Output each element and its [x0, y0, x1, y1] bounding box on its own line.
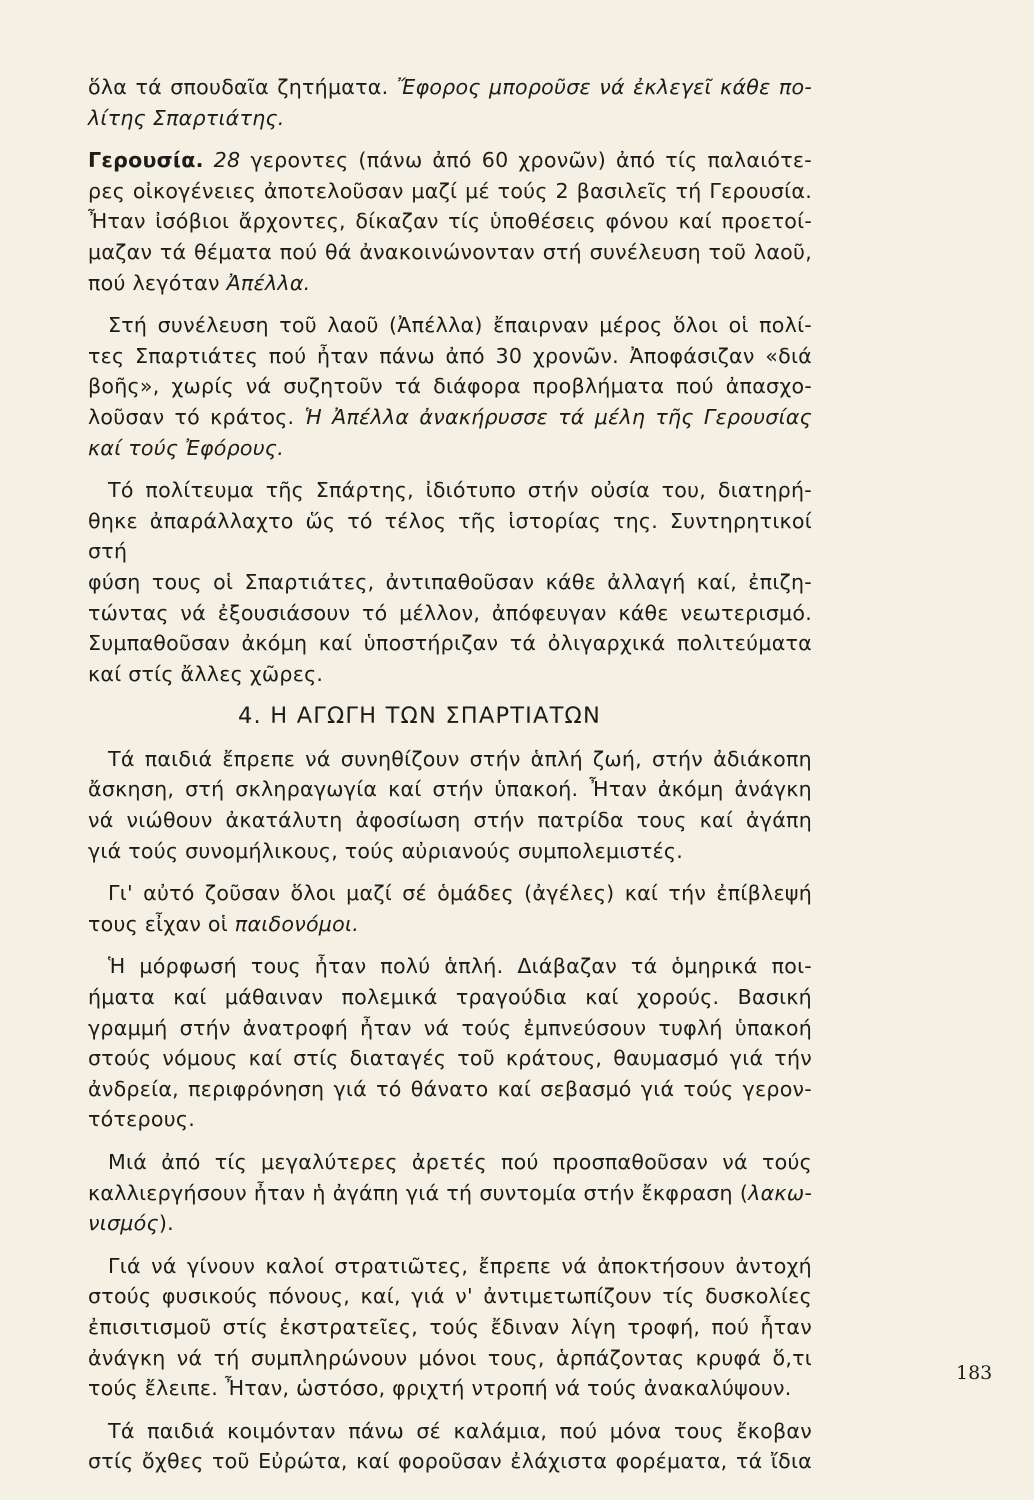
text-line: Μιά ἀπό τίς μεγαλύτερες ἀρετές πού προσπαθοῦσαν νά τούς [108, 1150, 812, 1174]
text-line: φύση τους οἱ Σπαρτιάτες, ἀντιπαθοῦσαν κάθε ἀλλαγή καί, ἐπιζη- [88, 569, 812, 594]
text-run: πού λεγόταν [88, 270, 227, 295]
italic-run: Ἀπέλλα. [226, 270, 311, 295]
text-line: Τά παιδιά κοιμόνταν πάνω σέ καλάμια, πού μόνα τους ἔκοβαν [108, 1418, 812, 1443]
text-line: καί στίς ἄλλες χῶρες. [88, 661, 324, 686]
italic-run: λακω- [748, 1180, 812, 1205]
text-line: Γι' αὐτό ζοῦσαν ὅλοι μαζί σέ ὁμάδες (ἀγέλες) καί τήν ἐπίβλεψή [108, 881, 812, 906]
italic-run: Ἡ Ἀπέλλα ἀνακήρυσσε τά μέλη τῆς Γερουσίας [304, 404, 812, 429]
text-run: γεροντες (πάνω ἀπό 60 χρονῶν) ἀπό τίς παλαιότε- [240, 148, 812, 173]
text-line: βοῆς», χωρίς νά συζητοῦν τά διάφορα προβλήματα πού ἀπασχο- [88, 374, 812, 399]
text-line: Συμπαθοῦσαν ἀκόμη καί ὑποστήριζαν τά ὀλιγαρχικά πολιτεύματα [88, 631, 812, 656]
italic-run: νισμός [88, 1211, 159, 1236]
text-line: Τό πολίτευμα τῆς Σπάρτης, ἰδιότυπο στήν οὐσία του, διατηρή- [108, 478, 812, 503]
text-line: ρες οἰκογένειες ἀποτελοῦσαν μαζί μέ τούς 2 βασιλεῖς τή Γερουσία. [88, 178, 812, 203]
page-number: 183 [956, 1362, 993, 1384]
italic-run: λίτης Σπαρτιάτης. [88, 105, 285, 130]
paragraph-soldiers [88, 1251, 812, 1404]
text-run: ). [158, 1211, 174, 1236]
paragraph-ephors-end [88, 72, 812, 133]
text-line: γιά τούς συνομήλικους, τούς αὐριανούς συμπολεμιστές. [88, 838, 684, 863]
text-line: Ἡ μόρφωσή τους ἦταν πολύ ἁπλή. Διάβαζαν τά ὁμηρικά ποι- [108, 954, 812, 979]
text-line: στούς φυσικούς πόνους, καί, γιά ν' ἀντιμετωπίζουν τίς δυσκολίες [88, 1284, 812, 1309]
paragraph-upbringing [88, 744, 812, 866]
text-line: Τά παιδιά ἔπρεπε νά συνηθίζουν στήν ἁπλή ζωή, στήν ἀδιάκοπη [108, 746, 812, 771]
section-heading: 4. Η ΑΓΩΓΗ ΤΩΝ ΣΠΑΡΤΙΑΤΩΝ [238, 703, 601, 730]
text-line: ἀνδρεία, περιφρόνηση γιά τό θάνατο καί σεβασμό γιά τούς γερον- [88, 1076, 812, 1101]
text-line: γραμμή στήν ἀνατροφή ἦταν νά τούς ἐμπνεύσουν τυφλή ὑπακοή [88, 1015, 812, 1040]
text-line: θηκε ἀπαράλλαχτο ὥς τό τέλος τῆς ἱστορίας της. Συντηρητικοί στή [88, 508, 812, 564]
paragraph-education [88, 951, 812, 1135]
text-line: νά νιώθουν ἀκατάλυτη ἀφοσίωση στήν πατρίδα τους καί ἀγάπη [88, 808, 812, 833]
paragraph-sleeping [88, 1416, 812, 1477]
text-line: στίς ὄχθες τοῦ Εὐρώτα, καί φοροῦσαν ἐλάχιστα φορέματα, τά ἴδια [88, 1449, 812, 1474]
paragraph-polity [88, 475, 812, 689]
text-line: τώντας νά ἐξουσιάσουν τό μέλλον, ἀπόφευγαν κάθε νεωτερισμό. [88, 600, 812, 625]
paragraph-apella [88, 310, 812, 463]
text-line: Γιά νά γίνουν καλοί στρατιῶτες, ἔπρεπε νά ἀποκτήσουν ἀντοχή [108, 1253, 812, 1278]
text-line: ἄσκηση, στή σκληραγωγία καί στήν ὑπακοή. Ἦταν ἀκόμη ἀνάγκη [88, 777, 812, 802]
text-line: ἀνάγκη νά τή συμπληρώνουν μόνοι τους, ἁρπάζοντας κρυφά ὅ,τι [88, 1345, 812, 1370]
italic-run: παιδονόμοι. [234, 911, 360, 936]
text-run: τους εἶχαν οἱ [88, 911, 235, 936]
page-body [88, 72, 812, 1489]
text-line: ἐπισιτισμοῦ στίς ἐκστρατεῖες, τούς ἔδιναν λίγη τροφή, πού ἦταν [88, 1314, 812, 1339]
paragraph-gerousia [88, 145, 812, 298]
text-run: ὅλα τά σπουδαῖα ζητήματα. [88, 75, 397, 99]
text-run: λοῦσαν τό κράτος. [88, 404, 305, 429]
term-gerousia: Γερουσία. [88, 148, 204, 173]
text-line: τότερους. [88, 1107, 195, 1132]
italic-run: Ἔφορος μποροῦσε νά ἐκλεγεῖ κάθε πο- [396, 75, 813, 99]
text-line: ήματα καί μάθαιναν πολεμικά τραγούδια καί χορούς. Βασική [88, 985, 812, 1010]
text-line: τούς ἔλειπε. Ἦταν, ὡστόσο, φριχτή ντροπή νά τούς ἀνακαλύψουν. [88, 1376, 792, 1401]
text-line: στούς νόμους καί στίς διαταγές τοῦ κράτους, θαυμασμό γιά τήν [88, 1046, 812, 1071]
text-line: τες Σπαρτιάτες πού ἦταν πάνω ἀπό 30 χρονῶν. Ἀποφάσιζαν «διά [88, 343, 812, 368]
text-line: Στή συνέλευση τοῦ λαοῦ (Ἀπέλλα) ἔπαιρναν μέρος ὅλοι οἱ πολί- [108, 313, 812, 338]
text-run: καλλιεργήσουν ἦταν ἡ ἀγάπη γιά τή συντομία στήν ἔκφραση ( [88, 1180, 749, 1205]
italic-run: καί τούς Ἐφόρους. [88, 435, 285, 460]
italic-run: 28 [203, 148, 241, 173]
text-line: Ἦταν ἰσόβιοι ἄρχοντες, δίκαζαν τίς ὑποθέσεις φόνου καί προετοί- [88, 209, 812, 234]
paragraph-laconism [88, 1147, 812, 1239]
text-line: μαζαν τά θέματα πού θά ἀνακοινώνονταν στή συνέλευση τοῦ λαοῦ, [88, 239, 812, 264]
paragraph-herds [88, 878, 812, 939]
